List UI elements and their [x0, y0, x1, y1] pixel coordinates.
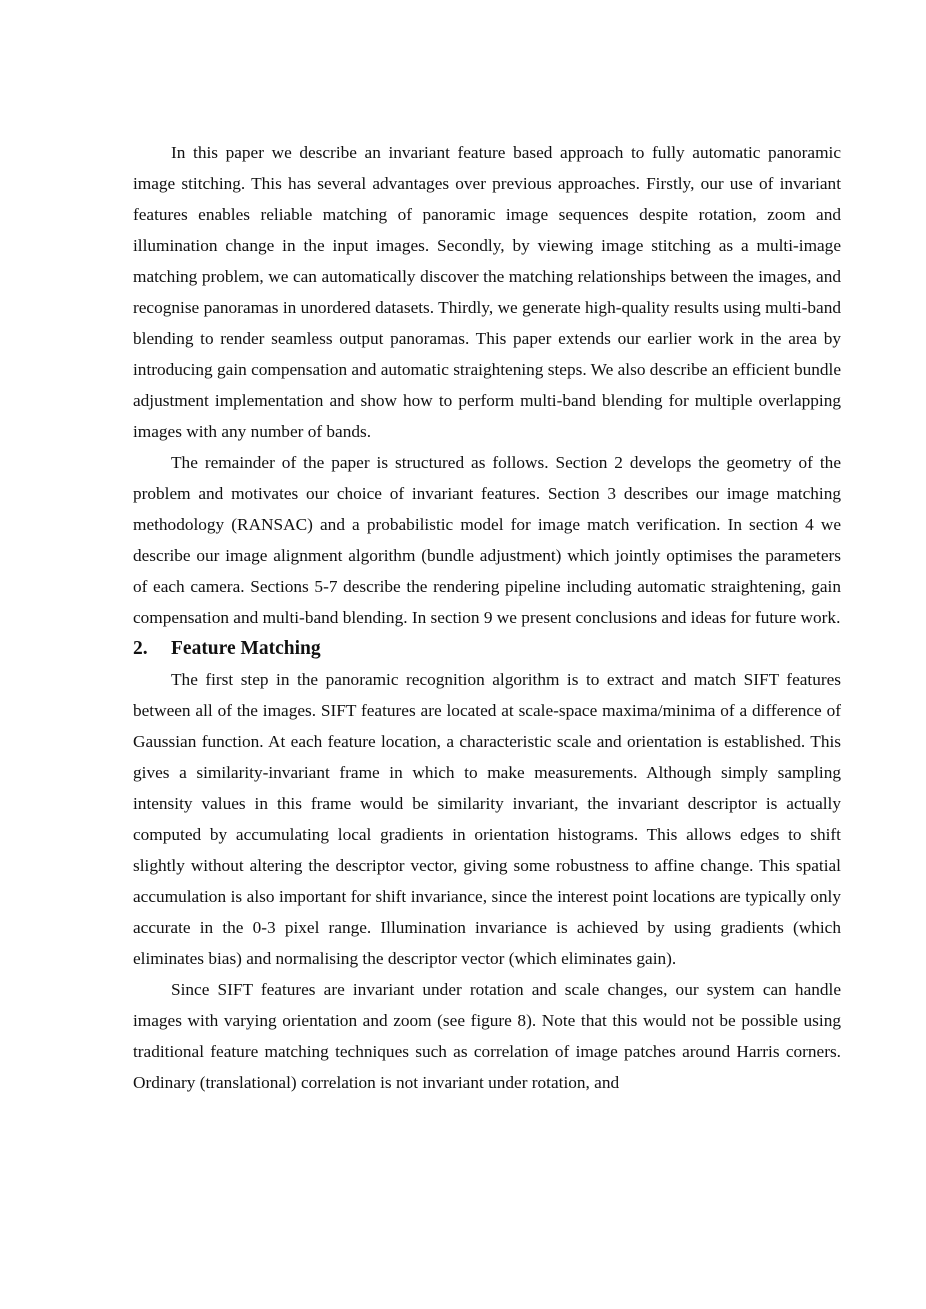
section-paragraph-2: Since SIFT features are invariant under rotation and scale changes, our system can handle images with varying orientation and zoom (see figure 8). Note that this would not be possible using traditional feature matching techniques such as correlation of image patches around Harris corners. Ordinary (translational) correlation is not invariant under rotation, and [133, 980, 841, 1092]
section-number: 2. [133, 638, 148, 659]
section-paragraph-1: The first step in the panoramic recognition algorithm is to extract and match SIFT features between all of the images. SIFT features are located at scale-space maxima/minima of a difference of Gaussian function. At each feature location, a characteristic scale and orientation is established. This gives a similarity-invariant frame in which to make measurements. Although simply sampling intensity values in this frame would be similarity invariant, the invariant descriptor is actually computed by accumulating local gradients in orientation histograms. This allows edges to shift slightly without altering the descriptor vector, giving some robustness to affine change. This spatial accumulation is also important for shift invariance, since the interest point locations are typically only accurate in the 0-3 pixel range. Illumination invariance is achieved by using gradients (which eliminates bias) and normalising the descriptor vector (which eliminates gain). [133, 670, 841, 968]
paper-page [133, 137, 841, 1098]
section-heading [133, 633, 841, 664]
intro-paragraph-1: In this paper we describe an invariant feature based approach to fully automatic panoramic image stitching. This has several advantages over previous approaches. Firstly, our use of invariant features enables reliable matching of panoramic image sequences despite rotation, zoom and illumination change in the input images. Secondly, by viewing image stitching as a multi-image matching problem, we can automatically discover the matching relationships between the images, and recognise panoramas in unordered datasets. Thirdly, we generate high-quality results using multi-band blending to render seamless output panoramas. This paper extends our earlier work in the area by introducing gain compensation and automatic straightening steps. We also describe an efficient bundle adjustment implementation and show how to perform multi-band blending for multiple overlapping images with any number of bands. [133, 143, 841, 441]
section-title: Feature Matching [171, 638, 321, 659]
intro-paragraph-2: The remainder of the paper is structured as follows. Section 2 develops the geometry of the problem and motivates our choice of invariant features. Section 3 describes our image matching methodology (RANSAC) and a probabilistic model for image match verification. In section 4 we describe our image alignment algorithm (bundle adjustment) which jointly optimises the parameters of each camera. Sections 5-7 describe the rendering pipeline including automatic straightening, gain compensation and multi-band blending. In section 9 we present conclusions and ideas for future work. [133, 453, 841, 627]
